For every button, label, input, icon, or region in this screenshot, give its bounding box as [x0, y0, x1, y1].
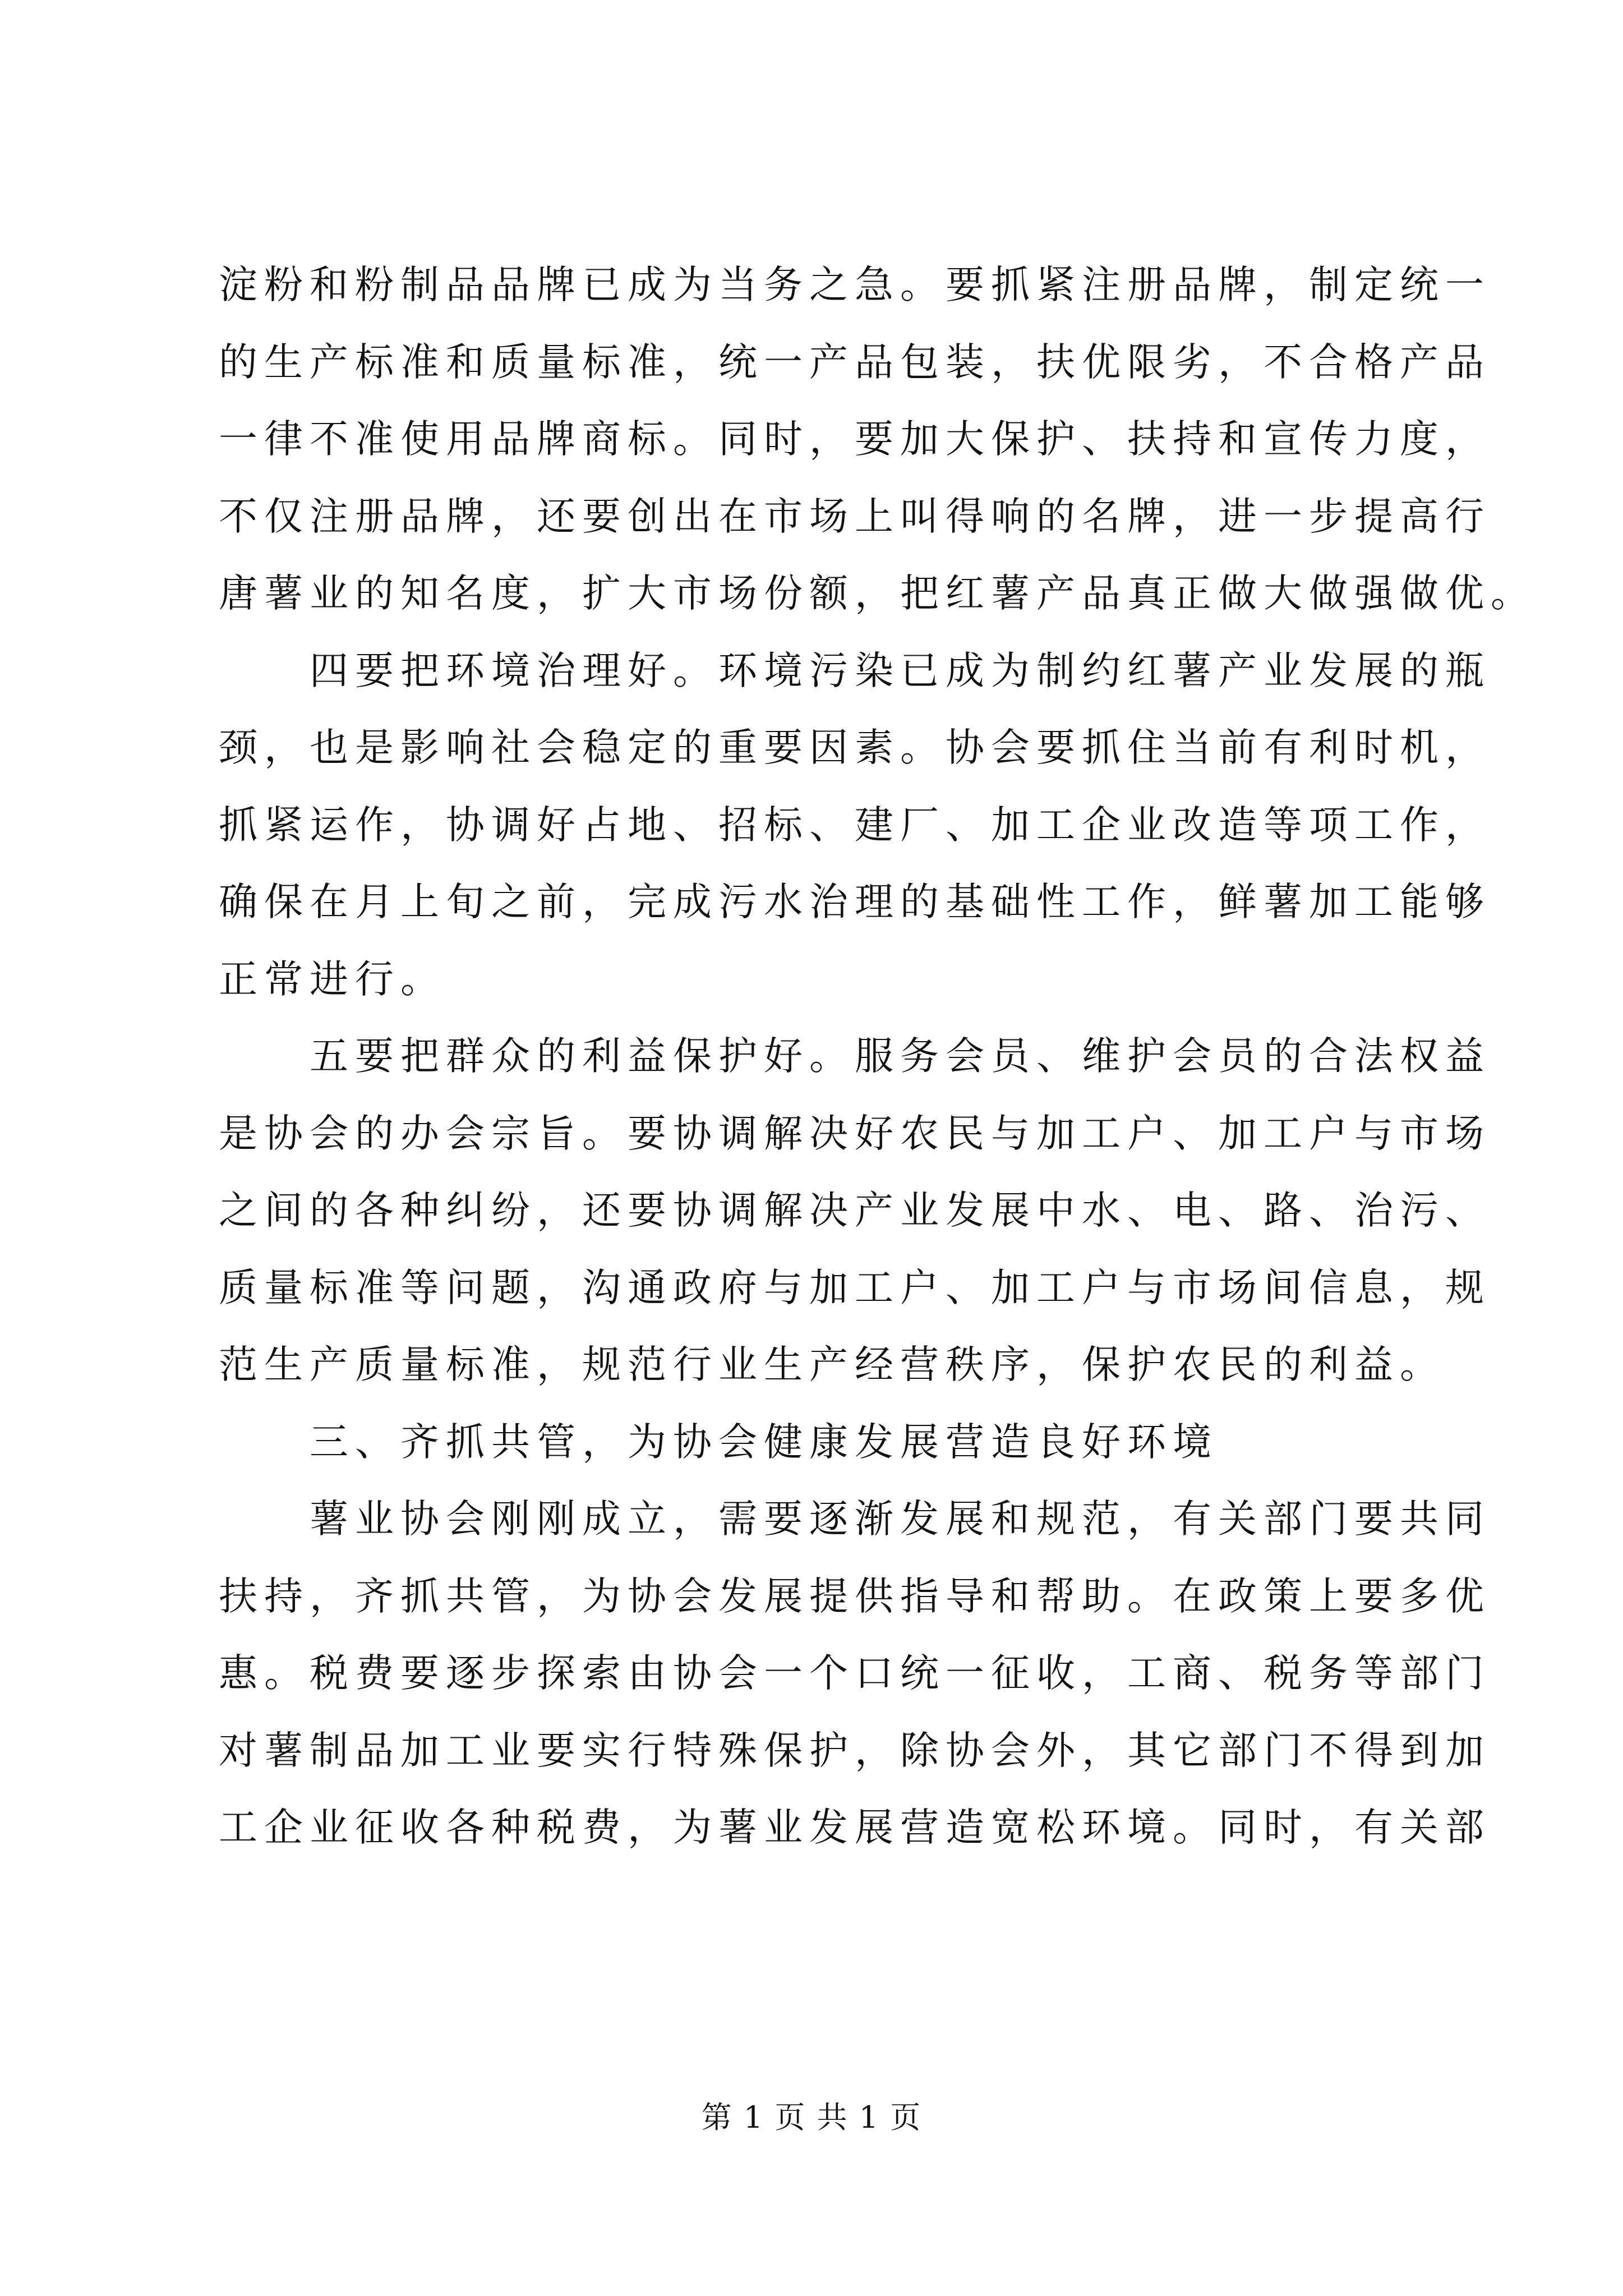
text-line: 是协会的办会宗旨。要协调解决好农民与加工户、加工户与市场	[219, 1111, 1491, 1156]
text-line: 确保在月上旬之前，完成污水治理的基础性工作，鲜薯加工能够	[219, 880, 1491, 924]
text-line: 五要把群众的利益保护好。服务会员、维护会员的合法权益	[219, 1034, 1491, 1079]
text-line: 质量标准等问题，沟通政府与加工户、加工户与市场间信息，规	[219, 1265, 1491, 1310]
text-line: 一律不准使用品牌商标。同时，要加大保护、扶持和宣传力度，	[219, 417, 1491, 462]
text-line: 工企业征收各种税费，为薯业发展营造宽松环境。同时，有关部	[219, 1805, 1491, 1850]
text-line: 的生产标准和质量标准，统一产品包装，扶优限劣，不合格产品	[219, 339, 1491, 385]
page-footer: 第 1 页 共 1 页	[701, 2100, 922, 2135]
text-line: 唐薯业的知名度，扩大市场份额，把红薯产品真正做大做强做优。	[219, 571, 1536, 616]
text-line: 惠。税费要逐步探索由协会一个口统一征收，工商、税务等部门	[219, 1651, 1491, 1696]
text-line: 范生产质量标准，规范行业生产经营秩序，保护农民的利益。	[219, 1342, 1445, 1387]
text-line: 颈，也是影响社会稳定的重要因素。协会要抓住当前有利时机，	[219, 725, 1491, 770]
text-line: 不仅注册品牌，还要创出在市场上叫得响的名牌，进一步提高行	[219, 494, 1491, 539]
text-line: 薯业协会刚刚成立，需要逐渐发展和规范，有关部门要共同	[219, 1497, 1491, 1542]
text-line: 淀粉和粉制品品牌已成为当务之急。要抓紧注册品牌，制定统一	[219, 263, 1491, 307]
text-line: 正常进行。	[219, 956, 446, 1002]
text-line: 对薯制品加工业要实行特殊保护，除协会外，其它部门不得到加	[219, 1728, 1491, 1773]
text-line: 四要把环境治理好。环境污染已成为制约红薯产业发展的瓶	[219, 648, 1491, 693]
text-line: 之间的各种纠纷，还要协调解决产业发展中水、电、路、治污、	[219, 1188, 1491, 1233]
text-line: 抓紧运作，协调好占地、招标、建厂、加工企业改造等项工作，	[219, 802, 1491, 848]
body-text	[219, 247, 1536, 1867]
section-heading: 三、齐抓共管，为协会健康发展营造良好环境	[219, 1419, 1218, 1465]
text-line: 扶持，齐抓共管，为协会发展提供指导和帮助。在政策上要多优	[219, 1573, 1491, 1619]
